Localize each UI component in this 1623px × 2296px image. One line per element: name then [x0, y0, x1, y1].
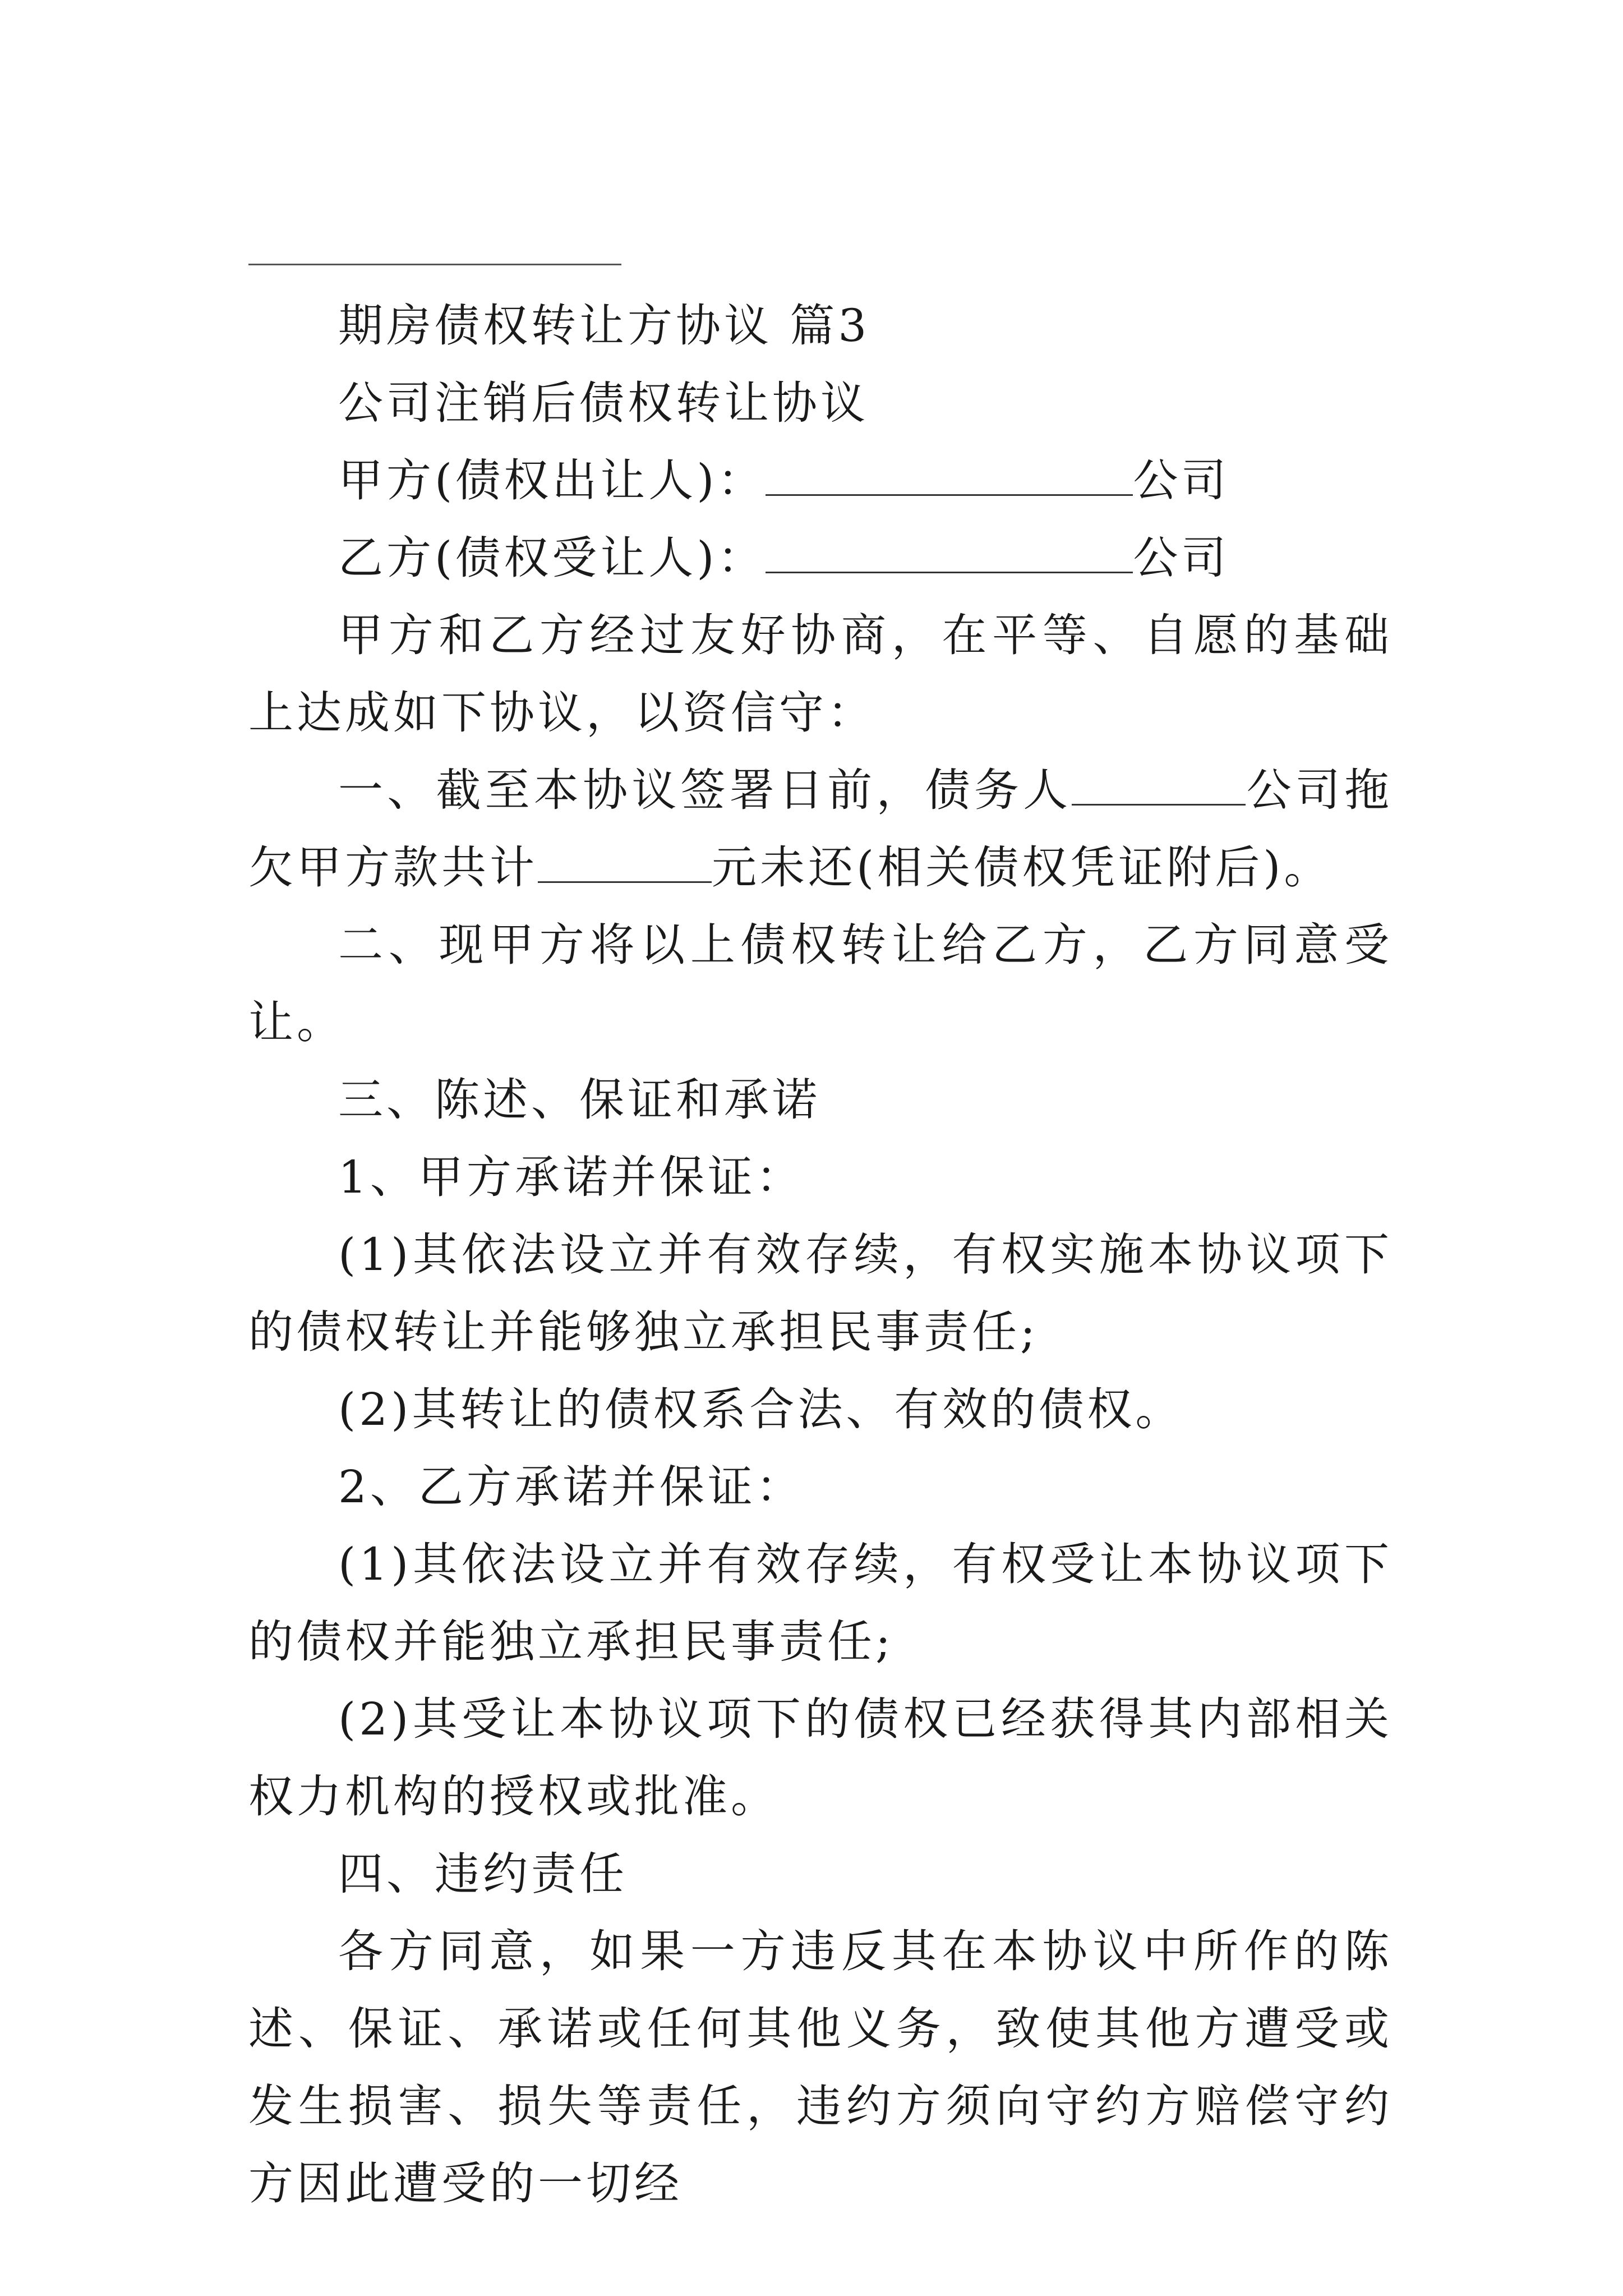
party-b-suffix: 公司 [1133, 532, 1230, 584]
debtor-blank [1072, 765, 1246, 806]
clause-1-paragraph [248, 752, 1393, 907]
clause-3-1-heading: 1、甲方承诺并保证： [338, 1151, 804, 1203]
clause-3-2-heading: 2、乙方承诺并保证： [338, 1461, 804, 1513]
party-a-label: 甲方(债权出让人)： [338, 454, 766, 507]
clause-1-text-b: 公司拖欠甲方款共计 [248, 764, 1393, 894]
clause-3-title: 三、陈述、保证和承诺 [338, 1074, 820, 1126]
intro-paragraph: 甲方和乙方经过友好协商，在平等、自愿的基础上达成如下协议，以资信守： [248, 609, 1393, 739]
clause-3-2-item-2: (2)其受让本协议项下的债权已经获得其内部相关权力机构的授权或批准。 [248, 1693, 1393, 1823]
clause-1-text-a: 一、截至本协议签署日前，债务人 [338, 764, 1072, 816]
party-a-suffix: 公司 [1133, 454, 1230, 507]
section-heading: 期房债权转让方协议 篇3 [338, 300, 870, 352]
clause-4-title: 四、违约责任 [338, 1848, 628, 1900]
clause-2-paragraph: 二、现甲方将以上债权转让给乙方，乙方同意受让。 [248, 919, 1393, 1048]
clause-3-1-item-1: (1)其依法设立并有效存续，有权实施本协议项下的债权转让并能够独立承担民事责任; [248, 1228, 1393, 1358]
agreement-title: 公司注销后债权转让协议 [338, 377, 869, 429]
party-b-blank [766, 532, 1133, 573]
party-b-line [248, 519, 1393, 597]
document-body [248, 287, 1393, 2223]
party-a-blank [766, 455, 1133, 496]
party-a-line [248, 442, 1393, 519]
clause-3-1-item-2: (2)其转让的债权系合法、有效的债权。 [338, 1383, 1184, 1435]
amount-blank [538, 842, 712, 883]
clause-1-text-c: 元未还(相关债权凭证附后)。 [712, 841, 1332, 894]
clause-3-2-item-1: (1)其依法设立并有效存续，有权受让本协议项下的债权并能独立承担民事责任; [248, 1538, 1393, 1668]
header-rule [248, 264, 621, 265]
party-b-label: 乙方(债权受让人)： [338, 532, 766, 584]
clause-4-body: 各方同意，如果一方违反其在本协议中所作的陈述、保证、承诺或任何其他义务，致使其他方遭受或发生损害、损失等责任，违约方须向守约方赔偿守约方因此遭受的一切经 [248, 1925, 1393, 2210]
